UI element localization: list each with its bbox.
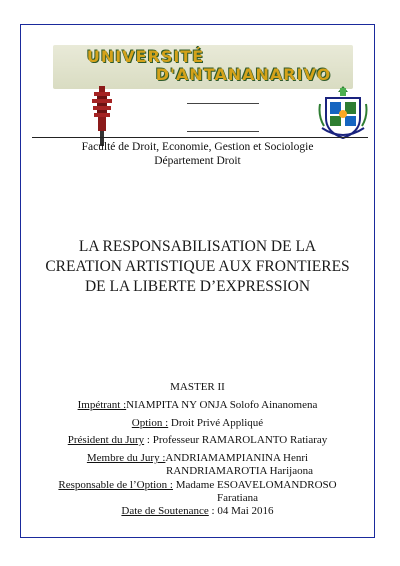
jury-member-2: RANDRIAMAROTIA Harijaona (166, 465, 313, 477)
responsable-label: Responsable de l’Option : (58, 479, 173, 491)
option-line (20, 417, 375, 429)
impetrant-label: Impétrant : (77, 399, 127, 411)
date-label: Date de Soutenance (121, 505, 209, 517)
responsable-value-2: Faratiana (217, 492, 258, 504)
president-value: : Professeur RAMAROLANTO Ratiaray (144, 434, 328, 446)
impetrant-value: NIAMPITA NY ONJA Solofo Ainanomena (126, 399, 318, 411)
president-label: Président du Jury (67, 434, 145, 446)
jury-line-1 (20, 452, 375, 464)
jury-line-2 (62, 465, 400, 477)
responsable-line-2 (60, 492, 400, 504)
faculty-name: Faculté de Droit, Economie, Gestion et Sociologie (81, 141, 314, 153)
jury-label: Membre du Jury : (86, 452, 166, 464)
date-value: : 04 Mai 2016 (208, 505, 274, 517)
banner-university-text: UNIVERSITÉ (86, 47, 205, 66)
president-line (20, 434, 375, 446)
date-line (20, 505, 375, 517)
degree-label: MASTER II (170, 381, 225, 393)
impetrant-line (20, 399, 375, 411)
header-rule-top (187, 103, 259, 104)
header-rule-bottom (187, 131, 259, 132)
thesis-title-line-1: LA RESPONSABILISATION DE LA (78, 238, 317, 255)
thesis-title-line-2: CREATION ARTISTIQUE AUX FRONTIERES (45, 258, 350, 275)
university-banner (53, 45, 353, 89)
option-value: Droit Privé Appliqué (168, 417, 264, 429)
jury-member-1: ANDRIAMAMPIANINA Henri (165, 452, 309, 464)
thesis-title-line-3: DE LA LIBERTE D’EXPRESSION (84, 278, 311, 295)
responsable-line-1 (20, 479, 375, 491)
department-name: Département Droit (154, 155, 241, 167)
responsable-value-1: Madame ESOAVELOMANDROSO (173, 479, 337, 491)
banner-city-text: D'ANTANANARIVO (155, 65, 332, 84)
option-label: Option : (131, 417, 169, 429)
header-separator (32, 137, 368, 138)
university-crest-icon (318, 84, 368, 140)
